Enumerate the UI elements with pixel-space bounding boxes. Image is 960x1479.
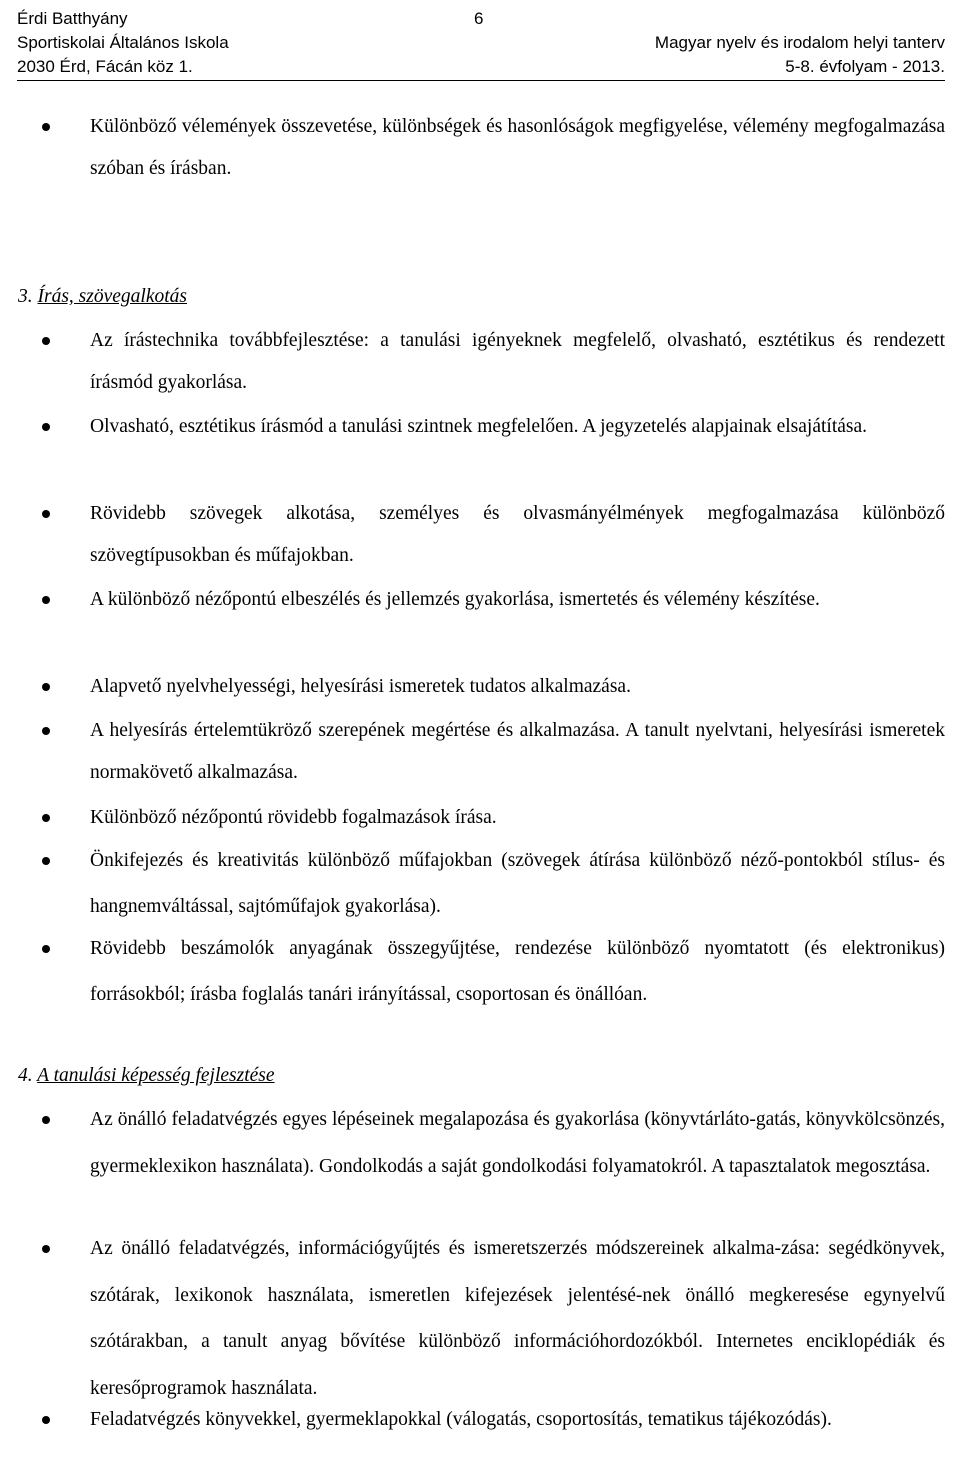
list-item-text: Az önálló feladatvégzés egyes lépéseinek megalapozása és gyakorlása (könyvtárláto-gatás, könyvkölcsönzés, gyermeklexikon használata). Gondolkodás a saját gondolkodási folyamatokról. A tapasztalatok megosztása. [90,1109,945,1177]
bullet-icon [42,857,50,865]
school-address: 2030 Érd, Fácán köz 1. [17,57,193,76]
section-title: A tanulási képesség fejlesztése [37,1065,275,1086]
list-item [90,493,945,577]
list-item-text: A helyesírás értelemtükröző szerepének megértése és alkalmazása. A tanult nyelvtani, helyesírási ismeretek normakövető alkalmazása. [90,720,945,783]
list-item [90,1226,945,1413]
list-item-text: Alapvető nyelvhelyességi, helyesírási ismeretek tudatos alkalmazása. [90,676,631,697]
list-item-text: Az írástechnika továbbfejlesztése: a tanulási igényeknek megfelelő, olvasható, esztétikus és rendezett írásmód gyakorlása. [90,330,945,393]
bullet-icon [42,423,50,431]
header-divider [17,80,945,81]
header-row-3 [17,55,945,78]
list-item [90,838,945,929]
section-heading [18,1062,275,1090]
list-item-text: Rövidebb beszámolók anyagának összegyűjtése, rendezése különböző nyomtatott (és elektronikus) forrásokból; írásba foglalás tanári irányítással, csoportosan és önállóan. [90,938,945,1005]
list-item [90,1097,945,1190]
list-item [90,666,945,708]
bullet-icon [42,814,50,822]
page-number: 6 [474,9,484,28]
bullet-icon [42,510,50,518]
bullet-icon [42,337,50,345]
bullet-icon [42,1116,50,1124]
bullet-icon [42,683,50,691]
list-item-text: A különböző nézőpontú elbeszélés és jellemzés gyakorlása, ismertetés és vélemény készítése. [90,589,820,610]
list-item [90,320,945,404]
list-item [90,1397,945,1444]
list-item [90,926,945,1017]
list-item [90,406,945,448]
list-item-text: Rövidebb szövegek alkotása, személyes és olvasmányélmények megfogalmazása különböző szövegtípusokban és műfajokban. [90,503,945,566]
list-item-text: Különböző vélemények összevetése, különbségek és hasonlóságok megfigyelése, vélemény megfogalmazása szóban és írásban. [90,116,945,179]
list-item [90,710,945,794]
section-number: 4. [18,1065,33,1086]
list-item-text: Olvasható, esztétikus írásmód a tanulási szintnek megfelelően. A jegyzetelés alapjainak elsajátítása. [90,416,868,437]
section-number: 3. [18,286,33,307]
list-item-text: Az önálló feladatvégzés, információgyűjtés és ismeretszerzés módszereinek alkalma-zása: segédkönyvek, szótárak, lexikonok használata, ismeretlen kifejezések jelentésé-nek önálló megkeresése egynyelvű szótárakban, a tanult anyag bővítése különböző információhordozókból. Internetes enciklopédiák és keresőprogramok használata. [90,1238,945,1400]
bullet-icon [42,596,50,604]
list-item [90,106,945,190]
list-item [90,579,945,621]
page-header [17,0,945,82]
bullet-icon [42,123,50,131]
header-row-2 [17,31,945,54]
bullet-icon [42,1245,50,1253]
curriculum-title: Magyar nyelv és irodalom helyi tanterv [654,33,945,52]
school-name-line2: Sportiskolai Általános Iskola [17,33,229,52]
grade-range-year: 5-8. évfolyam - 2013. [785,57,945,76]
section-heading [18,283,187,311]
bullet-icon [42,945,50,953]
list-item [90,797,945,839]
list-item-text: Önkifejezés és kreativitás különböző műfajokban (szövegek átírása különböző néző-pontokból stílus- és hangnemváltással, sajtóműfajok gyakorlása). [90,850,945,917]
header-row-1 [17,7,945,30]
bullet-icon [42,727,50,735]
section-title: Írás, szövegalkotás [37,286,187,307]
list-item-text: Különböző nézőpontú rövidebb fogalmazások írása. [90,807,497,828]
school-name-line1: Érdi Batthyány [17,9,128,28]
bullet-icon [42,1416,50,1424]
list-item-text: Feladatvégzés könyvekkel, gyermeklapokkal (válogatás, csoportosítás, tematikus tájékozódás). [90,1409,832,1430]
